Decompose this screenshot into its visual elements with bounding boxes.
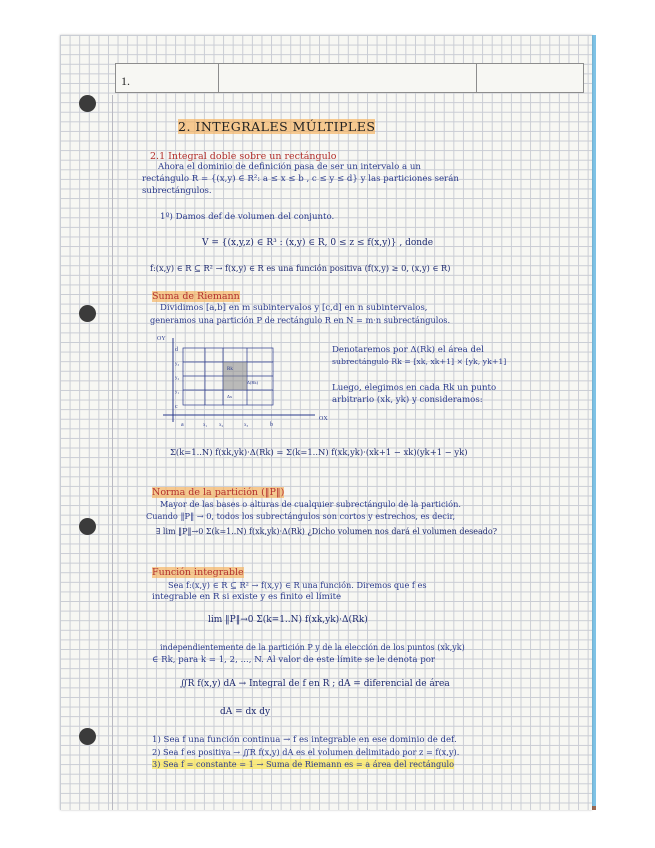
cell-label-area: Δ(Rk) <box>247 380 259 385</box>
riemann-heading: Suma de Riemann <box>152 291 240 302</box>
section-line-1: Ahora el dominio de definición pasa de ser un intervalo a un <box>158 162 421 172</box>
y-label-y2: y₂ <box>175 376 180 381</box>
norma-limit: ∃ lim ‖P‖→0 Σ(k=1..N) f(xk,yk)·Δ(Rk) ¿Dicho volumen nos dará el volumen deseado? <box>156 527 498 536</box>
section-line-2: rectángulo R = {(x,y) ∈ R²: a ≤ x ≤ b , c ≤ y ≤ d} y las particiones serán <box>142 174 459 184</box>
x-label-x2: x₂ <box>219 423 224 428</box>
notebook-page <box>60 35 592 810</box>
binder-hole <box>79 95 96 112</box>
property-1: 1) Sea f una función continua → f es integrable en ese dominio de def. <box>152 735 457 745</box>
y-label-d: d <box>175 347 178 353</box>
integrable-line-2: integrable en R si existe y es finito el límite <box>152 592 342 602</box>
integral-definition: ∬R f(x,y) dA → Integral de f en R ; dA = diferencial de área <box>180 679 450 689</box>
riemann-desc-1: Denotaremos por Δ(Rk) el área del <box>332 345 484 355</box>
binder-hole <box>79 305 96 322</box>
riemann-desc-4: Luego, elegimos en cada Rk un punto <box>332 383 497 393</box>
cell-label-rk: Rk <box>227 367 233 372</box>
section-line-3: subrectángulos. <box>142 186 212 196</box>
partition-graph <box>155 330 330 440</box>
page-title: 2. INTEGRALES MÚLTIPLES <box>178 119 376 134</box>
riemann-desc-5: arbitrario (xk, yk) y consideramos: <box>332 395 483 405</box>
riemann-sum-formula: Σ(k=1..N) f(xk,yk)·Δ(Rk) = Σ(k=1..N) f(xk,yk)·(xk+1 − xk)(yk+1 − yk) <box>170 447 468 457</box>
integrable-heading: Función integrable <box>152 567 244 578</box>
norma-line-1: Mayor de las bases o alturas de cualquier subrectángulo de la partición. <box>160 499 461 509</box>
y-label-c: c <box>175 404 178 410</box>
x-label-a: a <box>181 422 184 428</box>
norma-heading: Norma de la partición (‖P‖) <box>152 487 285 498</box>
riemann-line-1: Dividimos [a,b] en m subintervalos y [c,d] en n subintervalos, <box>160 303 428 313</box>
riemann-desc-2: subrectángulo Rk = [xk, xk+1] × [yk, yk+1] <box>332 357 507 366</box>
x-label-x3: x₃ <box>244 423 249 428</box>
formula-v: V = {(x,y,z) ∈ R³ : (x,y) ∈ R, 0 ≤ z ≤ f(x,y)} , donde <box>202 238 434 248</box>
integrable-line-1: Sea f:(x,y) ∈ R ⊆ R² → f(x,y) ∈ R una función. Diremos que f es <box>168 580 427 590</box>
integrable-after-1: independientemente de la partición P y de la elección de los puntos (xk,yk) <box>160 643 465 652</box>
binder-hole <box>79 728 96 745</box>
y-label-y3: y₃ <box>175 362 180 367</box>
integrable-after-2: ∈ Rk, para k = 1, 2, ..., N. Al valor de este límite se le denota por <box>152 655 436 665</box>
margin-line <box>112 95 113 810</box>
property-2: 2) Sea f es positiva → ∬R f(x,y) dA es el volumen delimitado por z = f(x,y). <box>152 747 460 757</box>
formula-f: f:(x,y) ∈ R ⊆ R² → f(x,y) ∈ R es una función positiva (f(x,y) ≥ 0, (x,y) ∈ R) <box>150 263 451 273</box>
integrable-limit: lim ‖P‖→0 Σ(k=1..N) f(xk,yk)·Δ(Rk) <box>208 615 368 625</box>
page-number: 1. <box>121 74 130 88</box>
dA-definition: dA = dx dy <box>220 707 271 717</box>
riemann-line-2: generamos una partición P de rectángulo R en N = m·n subrectángulos. <box>150 315 451 325</box>
cell-label-dx: Δx <box>227 394 233 399</box>
section-heading-2-1: 2.1 Integral doble sobre un rectángulo <box>150 151 337 162</box>
folder-edge-blue <box>592 35 596 810</box>
binder-hole <box>79 518 96 535</box>
y-axis-label: OY <box>157 336 166 342</box>
x-label-b: b <box>270 422 273 428</box>
norma-line-2: Cuando ‖P‖ → 0, todos los subrectángulos son cortos y estrechos, es decir, <box>146 511 456 521</box>
x-label-x1: x₁ <box>203 423 208 428</box>
x-axis-label: OX <box>319 416 328 422</box>
property-3: 3) Sea f = constante = 1 → Suma de Riemann es = a área del rectángulo <box>152 759 455 769</box>
item-1: 1º) Damos def de volumen del conjunto. <box>160 212 335 222</box>
y-label-y1: y₁ <box>175 390 180 395</box>
header-box <box>115 63 584 93</box>
